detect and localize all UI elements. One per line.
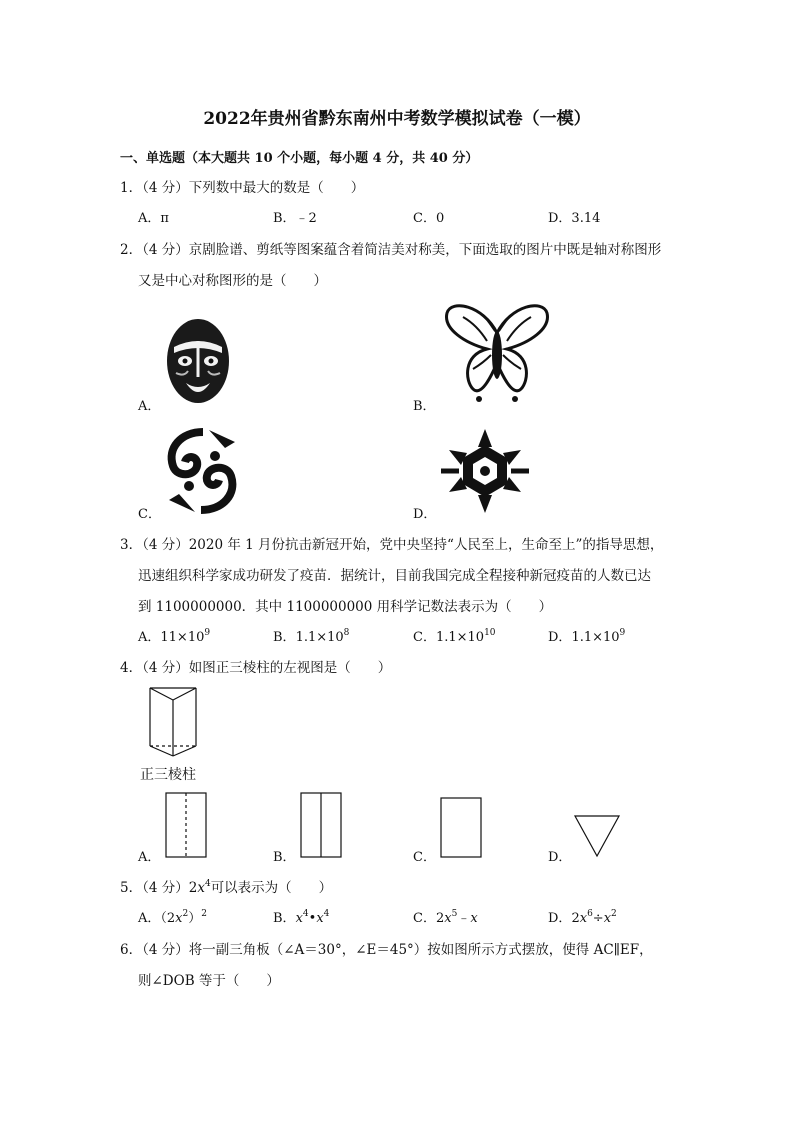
q5-b-exp1: 4 (302, 909, 309, 919)
q3-option-d-exp: 9 (619, 628, 626, 638)
q5-d-var2: x (603, 911, 612, 926)
q5-exp: 4 (204, 879, 211, 889)
q3-option-d-label: D． (548, 630, 572, 645)
q2-option-a-label[interactable]: A． (138, 399, 161, 414)
q3-option-d[interactable] (548, 626, 625, 645)
q4-option-b-label[interactable]: B． (273, 850, 296, 865)
q5-c-var2: x (470, 911, 478, 926)
q5-b-dot: • (308, 911, 317, 926)
q5-option-b[interactable] (273, 907, 329, 926)
q5-a-close: ） (188, 911, 202, 926)
q1-option-d[interactable]: D．3.14 (548, 211, 601, 226)
q5-coef: 2 (188, 880, 198, 896)
q4-option-c-label[interactable]: C． (413, 850, 436, 865)
q4-option-a-label[interactable]: A． (138, 850, 161, 865)
q3-option-a-base: 11×10 (160, 630, 205, 645)
q5-b-var2: x (316, 911, 324, 926)
section-heading: 一、单选题（本大题共 10 个小题，每小题 4 分，共 40 分） (120, 151, 479, 166)
q4-stem: 4．（4 分）如图正三棱柱的左视图是（ ） (120, 660, 392, 676)
q5-option-c[interactable] (413, 907, 478, 926)
q3-option-b-exp: 8 (343, 628, 350, 638)
q3-option-c[interactable] (413, 626, 496, 645)
q5-a-outer-exp: 2 (201, 909, 207, 919)
q5-c-label: C． (413, 911, 436, 926)
view-rect-dashed-icon[interactable] (165, 792, 207, 858)
prism-caption: 正三棱柱 (140, 767, 196, 783)
q5-c-var: x (444, 911, 452, 926)
q3-option-c-label: C． (413, 630, 436, 645)
q5-num: 5．（4 分） (120, 880, 189, 896)
q6-stem-line1: 6．（4 分）将一副三角板（∠A＝30°，∠E＝45°）按如图所示方式摆放，使得 AC∥EF， (120, 942, 653, 958)
q5-c-coef: 2 (435, 911, 445, 926)
q5-stem-tail: 可以表示为（ ） (210, 880, 333, 896)
q5-d-exp2: 2 (611, 909, 617, 919)
q3-stem-line3: 到 1100000000．其中 1100000000 用科学记数法表示为（ ） (138, 599, 553, 615)
q2-option-d-label[interactable]: D． (413, 507, 437, 522)
q4-option-d-label[interactable]: D． (548, 850, 572, 865)
q5-var: x (197, 880, 205, 896)
q5-b-label: B． (273, 911, 296, 926)
swirl-papercut-icon[interactable] (163, 426, 241, 516)
q2-stem-line2: 又是中心对称图形的是（ ） (138, 273, 327, 289)
q3-option-a-exp: 9 (204, 628, 211, 638)
q3-option-b[interactable] (273, 626, 349, 645)
view-rect-plain-icon[interactable] (440, 797, 482, 858)
q5-d-exp: 6 (587, 909, 593, 919)
q5-stem (120, 876, 332, 896)
q3-option-c-base: 1.1×10 (435, 630, 485, 645)
q1-stem: 1．（4 分）下列数中最大的数是（ ） (120, 180, 365, 196)
q5-a-label: A． (138, 911, 161, 926)
q5-a-inner-exp: 2 (182, 909, 189, 919)
q5-d-label: D． (548, 911, 572, 926)
q5-c-minus: ﹣ (457, 911, 471, 926)
butterfly-papercut-icon[interactable] (443, 303, 551, 403)
page-title: 2022年贵州省黔东南州中考数学模拟试卷（一模） (203, 109, 591, 129)
view-rect-solid-icon[interactable] (300, 792, 342, 858)
q5-d-div: ÷ (592, 911, 604, 926)
q1-option-c[interactable]: C．0 (413, 211, 445, 226)
q6-stem-line2: 则∠DOB 等于（ ） (138, 973, 280, 989)
q5-a-var: x (175, 911, 183, 926)
q1-option-b[interactable]: B．﹣2 (273, 211, 317, 226)
triangular-prism-figure (146, 684, 200, 760)
q3-option-b-base: 1.1×10 (295, 630, 344, 645)
q1-option-a[interactable]: A．π (138, 211, 169, 226)
opera-mask-icon[interactable] (164, 317, 232, 409)
q5-d-coef: 2 (571, 911, 580, 926)
q5-option-a[interactable] (138, 907, 207, 926)
q3-option-a[interactable] (138, 626, 210, 645)
q3-stem-line1: 3．（4 分）2020 年 1 月份抗击新冠开始，党中央坚持“人民至上，生命至上”的指导思想， (120, 537, 664, 553)
q5-b-exp2: 4 (323, 909, 330, 919)
q3-option-d-base: 1.1×10 (571, 630, 620, 645)
q3-option-c-exp: 10 (484, 628, 496, 638)
q5-b-var1: x (295, 911, 303, 926)
q3-option-b-label: B． (273, 630, 296, 645)
q3-option-a-label: A． (138, 630, 161, 645)
q3-stem-line2: 迅速组织科学家成功研发了疫苗．据统计，目前我国完成全程接种新冠疫苗的人数已达 (138, 568, 651, 584)
q5-d-var: x (579, 911, 588, 926)
q2-option-c-label[interactable]: C． (138, 507, 161, 522)
q5-c-exp: 5 (451, 909, 458, 919)
q2-option-b-label[interactable]: B． (413, 399, 436, 414)
q2-stem-line1: 2．（4 分）京剧脸谱、剪纸等图案蕴含着简洁美对称美，下面选取的图片中既是轴对称图形 (120, 242, 662, 258)
q5-a-open: （2 (160, 911, 176, 926)
q5-option-d[interactable] (548, 907, 617, 926)
snowflake-papercut-icon[interactable] (438, 428, 532, 514)
view-inverted-triangle-icon[interactable] (573, 814, 621, 858)
